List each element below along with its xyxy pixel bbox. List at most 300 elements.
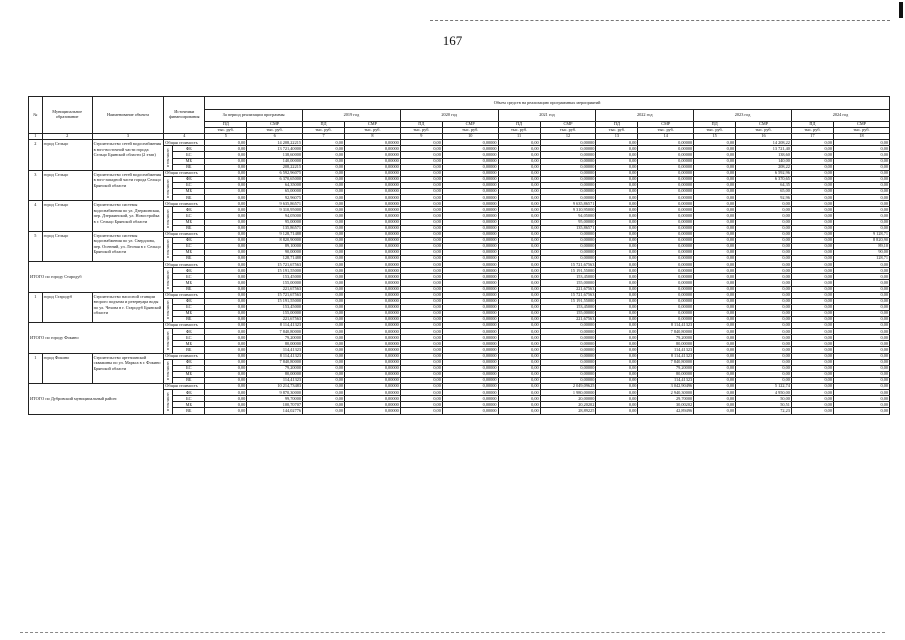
value-cell: 0,00	[833, 377, 889, 383]
value-cell: 0,00	[694, 189, 736, 195]
value-cell: 221,67563	[247, 317, 303, 323]
value-cell: 0,00	[694, 237, 736, 243]
value-cell: 0,00	[596, 231, 638, 237]
value-cell: 3 042,90496	[638, 384, 694, 390]
value-cell: 0,00	[205, 353, 247, 359]
column-index: 11	[498, 134, 540, 140]
value-cell: 65,00	[736, 189, 792, 195]
value-cell: 0,00	[303, 292, 345, 298]
incl-label-text: в том числе:	[165, 239, 170, 259]
value-cell: 0,00	[498, 213, 540, 219]
value-cell: 0,00	[303, 335, 345, 341]
value-cell: 0,00000	[442, 335, 498, 341]
value-cell: 0,00000	[442, 201, 498, 207]
value-cell: 0,00000	[345, 249, 401, 255]
source-code: ФБ	[173, 390, 205, 396]
source-code: БС	[173, 213, 205, 219]
value-cell: 0,00	[736, 286, 792, 292]
value-cell: 14 208,22215	[247, 140, 303, 146]
value-cell: 155,00000	[247, 310, 303, 316]
column-index: 18	[833, 134, 889, 140]
value-cell: 0,00000	[638, 286, 694, 292]
value-cell: 0,00	[596, 347, 638, 353]
value-cell: 0,00	[303, 323, 345, 329]
value-cell: 0,00	[596, 304, 638, 310]
value-cell: 0,00000	[345, 195, 401, 201]
value-cell: 0,00	[400, 292, 442, 298]
value-cell: 0,00	[400, 353, 442, 359]
value-cell: 0,00	[205, 249, 247, 255]
value-cell: 0,00	[596, 237, 638, 243]
value-cell: 2 940,30000	[638, 390, 694, 396]
value-cell: 0,00	[498, 323, 540, 329]
value-cell: 0,00000	[345, 219, 401, 225]
value-cell: 0,00	[791, 335, 833, 341]
value-cell: 0,00	[596, 396, 638, 402]
value-cell: 0,00	[303, 249, 345, 255]
value-cell: 0,00	[498, 237, 540, 243]
value-cell: 0,00	[791, 219, 833, 225]
source-code: ВБ	[173, 408, 205, 414]
source-code: ВБ	[173, 225, 205, 231]
value-cell: 0,00	[694, 140, 736, 146]
value-cell: 0,00	[400, 390, 442, 396]
value-cell: 0,00000	[638, 189, 694, 195]
value-cell: 0,00	[694, 371, 736, 377]
value-cell: 0,00	[791, 329, 833, 335]
value-cell: 0,00	[400, 201, 442, 207]
value-cell: 0,00	[791, 249, 833, 255]
value-cell: 0,00	[694, 323, 736, 329]
scan-top-line	[430, 20, 890, 21]
value-cell: 208,22	[736, 164, 792, 170]
value-cell: 42,89496	[638, 408, 694, 414]
value-cell: 15 721,67563	[540, 262, 596, 268]
value-cell: 0,00	[694, 182, 736, 188]
value-cell: 0,00	[596, 207, 638, 213]
header-smr: СМР	[736, 122, 792, 128]
value-cell: 0,00000	[442, 408, 498, 414]
value-cell: 0,00	[205, 243, 247, 249]
value-cell: 114,41323	[638, 377, 694, 383]
value-cell: 0,00000	[345, 371, 401, 377]
column-index: 2	[42, 134, 92, 140]
value-cell: 0,00000	[540, 158, 596, 164]
value-cell: 0,00	[400, 329, 442, 335]
value-cell: 95,00000	[540, 219, 596, 225]
value-cell: 0,00	[205, 317, 247, 323]
value-cell: 208,22215	[247, 164, 303, 170]
value-cell: 0,00000	[345, 140, 401, 146]
value-cell: 0,00000	[345, 225, 401, 231]
value-cell: 0,00	[498, 249, 540, 255]
incl-label	[164, 298, 173, 322]
value-cell: 0,00	[791, 317, 833, 323]
value-cell: 0,00	[498, 140, 540, 146]
header-unit: тыс. руб.	[540, 128, 596, 134]
budget-table	[28, 96, 890, 415]
value-cell: 0,00	[694, 268, 736, 274]
value-cell: 0,00	[303, 237, 345, 243]
value-cell: 0,00	[596, 365, 638, 371]
value-cell: 0,00000	[345, 323, 401, 329]
value-cell: 0,00	[205, 201, 247, 207]
value-cell: 0,00	[205, 158, 247, 164]
value-cell: 0,00000	[540, 256, 596, 262]
value-cell: 0,00	[833, 182, 889, 188]
object-name-cell: Строительство системы водоснабжения по ул. Свердлова, пер. Осенний, ул. Лесная в г. Сельцо Брянской области	[92, 231, 164, 261]
header-object: Наименование объекта	[92, 97, 164, 134]
value-cell: 92,96075	[247, 195, 303, 201]
value-cell: 0,00000	[345, 384, 401, 390]
column-index: 5	[205, 134, 247, 140]
value-cell: 0,00	[736, 353, 792, 359]
value-cell: 0,00	[694, 377, 736, 383]
value-cell: 0,00000	[442, 164, 498, 170]
value-cell: 0,00000	[540, 176, 596, 182]
value-cell: 0,00	[596, 371, 638, 377]
value-cell: 153,45000	[540, 304, 596, 310]
value-cell: 0,00	[791, 292, 833, 298]
source-code: ФБ	[173, 146, 205, 152]
value-cell: 0,00	[400, 347, 442, 353]
value-cell: 0,00	[596, 158, 638, 164]
value-cell: 0,00000	[638, 262, 694, 268]
value-cell: 0,00	[791, 182, 833, 188]
value-cell: 50,00	[736, 396, 792, 402]
header-smr: СМР	[638, 122, 694, 128]
value-cell: 0,00	[596, 262, 638, 268]
value-cell: 0,00	[498, 268, 540, 274]
value-cell: 0,00000	[540, 359, 596, 365]
header-pd: ПД	[498, 122, 540, 128]
header-smr: СМР	[247, 122, 303, 128]
value-cell: 0,00	[791, 377, 833, 383]
value-cell: 0,00	[694, 341, 736, 347]
value-cell: 0,00	[400, 170, 442, 176]
value-cell: 0,00	[498, 158, 540, 164]
value-cell: 0,00000	[442, 396, 498, 402]
value-cell: 0,00000	[345, 231, 401, 237]
incl-label	[164, 329, 173, 353]
value-cell: 30,00202	[638, 402, 694, 408]
source-code: ВБ	[173, 195, 205, 201]
value-cell: 0,00000	[442, 286, 498, 292]
value-cell: 0,00	[791, 170, 833, 176]
value-cell: 0,00000	[638, 292, 694, 298]
value-cell: 0,00	[833, 286, 889, 292]
value-cell: 0,00	[205, 365, 247, 371]
value-cell: 0,00	[205, 292, 247, 298]
value-cell: 0,00000	[540, 341, 596, 347]
scan-edge-mark	[899, 2, 903, 18]
value-cell: 0,00	[596, 323, 638, 329]
value-cell: 0,00	[833, 176, 889, 182]
value-cell: 0,00	[736, 329, 792, 335]
value-cell: 0,00000	[540, 152, 596, 158]
value-cell: 94,05000	[540, 213, 596, 219]
value-cell: 9 128,71488	[247, 231, 303, 237]
source-code: ВБ	[173, 164, 205, 170]
value-cell: 0,00	[205, 140, 247, 146]
value-cell: 0,00	[400, 304, 442, 310]
value-cell: 0,00000	[442, 237, 498, 243]
value-cell: 0,00000	[540, 329, 596, 335]
value-cell: 0,00	[303, 195, 345, 201]
value-cell: 0,00	[205, 359, 247, 365]
value-cell: 0,00	[833, 219, 889, 225]
value-cell: 0,00	[833, 335, 889, 341]
value-cell: 0,00	[596, 317, 638, 323]
value-cell: 0,00	[596, 280, 638, 286]
value-cell: 0,00	[205, 152, 247, 158]
value-cell: 0,00	[303, 390, 345, 396]
value-cell: 0,00	[791, 390, 833, 396]
value-cell: 0,00	[498, 176, 540, 182]
value-cell: 90,00000	[247, 249, 303, 255]
value-cell: 80,00000	[638, 371, 694, 377]
value-cell: 0,00	[694, 329, 736, 335]
value-cell: 0,00	[205, 262, 247, 268]
value-cell: 8 114,41323	[638, 323, 694, 329]
group-total-label: ИТОГО по городу Стародуб	[29, 262, 164, 292]
value-cell: 0,00	[833, 280, 889, 286]
column-index: 9	[400, 134, 442, 140]
value-cell: 92,96	[736, 195, 792, 201]
value-cell: 0,00	[736, 213, 792, 219]
value-cell: 0,00000	[442, 353, 498, 359]
value-cell: 0,00	[303, 377, 345, 383]
value-cell: 0,00000	[345, 189, 401, 195]
value-cell: 0,00	[205, 298, 247, 304]
value-cell: 0,00	[205, 304, 247, 310]
value-cell: 14 208,22	[736, 140, 792, 146]
value-cell: 0,00000	[442, 365, 498, 371]
value-cell: 0,00000	[638, 176, 694, 182]
value-cell: 0,00	[694, 347, 736, 353]
value-cell: 153,45000	[247, 304, 303, 310]
value-cell: 0,00	[694, 304, 736, 310]
header-total-period: За период реализации программы	[205, 110, 303, 122]
value-cell: 9 310,95000	[540, 207, 596, 213]
header-unit: тыс. руб.	[736, 128, 792, 134]
value-cell: 0,00	[833, 359, 889, 365]
value-cell: 140,00	[736, 158, 792, 164]
incl-label-text: в том числе:	[165, 300, 170, 320]
value-cell: 0,00	[833, 268, 889, 274]
value-cell: 0,00	[205, 170, 247, 176]
column-index: 14	[638, 134, 694, 140]
value-cell: 0,00000	[345, 396, 401, 402]
value-cell: 0,00	[400, 341, 442, 347]
value-cell: 0,00	[736, 335, 792, 341]
value-cell: 221,67563	[247, 286, 303, 292]
value-cell: 8 820,90	[833, 237, 889, 243]
value-cell: 0,00	[694, 213, 736, 219]
value-cell: 0,00	[833, 195, 889, 201]
header-smr: СМР	[442, 122, 498, 128]
value-cell: 0,00	[736, 249, 792, 255]
value-cell: 15 191,55000	[247, 268, 303, 274]
header-unit: тыс. руб.	[345, 128, 401, 134]
value-cell: 0,00	[791, 304, 833, 310]
value-cell: 0,00	[833, 384, 889, 390]
header-year: 2021 год	[498, 110, 596, 122]
value-cell: 0,00	[498, 353, 540, 359]
value-cell: 0,00000	[345, 347, 401, 353]
value-cell: 0,00	[833, 164, 889, 170]
value-cell: 7 840,80000	[638, 359, 694, 365]
value-cell: 0,00	[596, 268, 638, 274]
value-cell: 0,00000	[345, 377, 401, 383]
header-unit: тыс. руб.	[596, 128, 638, 134]
value-cell: 0,00	[400, 323, 442, 329]
value-cell: 221,67563	[540, 286, 596, 292]
value-cell: 0,00	[205, 310, 247, 316]
value-cell: 0,00	[303, 201, 345, 207]
value-cell: 0,00	[833, 170, 889, 176]
value-cell: 0,00	[498, 170, 540, 176]
value-cell: 0,00000	[638, 195, 694, 201]
value-cell: 0,00	[694, 365, 736, 371]
value-cell: 0,00	[833, 347, 889, 353]
incl-label	[164, 176, 173, 200]
value-cell: 0,00	[596, 182, 638, 188]
source-code: ВБ	[173, 347, 205, 353]
value-cell: 0,00000	[442, 207, 498, 213]
value-cell: 0,00000	[540, 243, 596, 249]
header-pd: ПД	[205, 122, 247, 128]
value-cell: 0,00000	[638, 274, 694, 280]
value-cell: 0,00	[205, 256, 247, 262]
header-unit: тыс. руб.	[400, 128, 442, 134]
value-cell: 0,00000	[442, 225, 498, 231]
value-cell: 0,00	[791, 384, 833, 390]
value-cell: 0,00	[205, 329, 247, 335]
value-cell: 0,00	[303, 189, 345, 195]
value-cell: 0,00	[596, 274, 638, 280]
value-cell: 0,00	[694, 317, 736, 323]
value-cell: 144,02776	[247, 408, 303, 414]
source-code: БС	[173, 243, 205, 249]
row-number: 2	[29, 140, 43, 170]
value-cell: 138,60000	[247, 152, 303, 158]
value-cell: 0,00000	[638, 243, 694, 249]
value-cell: 0,00	[736, 347, 792, 353]
value-cell: 0,00	[791, 402, 833, 408]
value-cell: 0,00	[303, 274, 345, 280]
value-cell: 140,00000	[247, 158, 303, 164]
municipality-cell: город Сельцо	[42, 231, 92, 261]
value-cell: 0,00	[303, 225, 345, 231]
value-cell: 0,00000	[540, 377, 596, 383]
value-cell: 0,00000	[442, 347, 498, 353]
value-cell: 0,00	[400, 158, 442, 164]
value-cell: 15 721,67563	[247, 262, 303, 268]
header-pd: ПД	[400, 122, 442, 128]
value-cell: 90,00	[833, 249, 889, 255]
value-cell: 0,00	[400, 280, 442, 286]
value-cell: 7 840,80000	[638, 329, 694, 335]
value-cell: 128,71	[833, 256, 889, 262]
value-cell: 0,00	[791, 207, 833, 213]
value-cell: 0,00	[736, 268, 792, 274]
value-cell: 0,00	[791, 164, 833, 170]
value-cell: 9 310,95000	[247, 207, 303, 213]
value-cell: 0,00	[596, 256, 638, 262]
value-cell: 0,00000	[442, 390, 498, 396]
source-code: ФБ	[173, 268, 205, 274]
incl-label	[164, 207, 173, 231]
value-cell: 0,00	[400, 213, 442, 219]
value-cell: 0,00	[205, 335, 247, 341]
value-cell: 0,00	[833, 298, 889, 304]
value-cell: 94,05000	[247, 213, 303, 219]
value-cell: 0,00	[303, 268, 345, 274]
source-code: БС	[173, 274, 205, 280]
value-cell: 114,41323	[247, 377, 303, 383]
value-cell: 0,00	[596, 225, 638, 231]
value-cell: 0,00	[833, 146, 889, 152]
value-cell: 0,00	[694, 408, 736, 414]
header-smr: СМР	[540, 122, 596, 128]
value-cell: 0,00	[833, 201, 889, 207]
value-cell: 0,00000	[345, 341, 401, 347]
value-cell: 7 840,80000	[247, 359, 303, 365]
value-cell: 0,00	[303, 371, 345, 377]
value-cell: 0,00	[205, 274, 247, 280]
value-cell: 6 370,65000	[247, 176, 303, 182]
column-index: 13	[596, 134, 638, 140]
value-cell: 0,00000	[345, 304, 401, 310]
value-cell: 0,00	[400, 164, 442, 170]
value-cell: 6 370,65	[736, 176, 792, 182]
value-cell: 0,00	[205, 402, 247, 408]
value-cell: 0,00	[498, 310, 540, 316]
value-cell: 0,00	[791, 237, 833, 243]
value-cell: 0,00	[498, 286, 540, 292]
value-cell: 0,00	[400, 182, 442, 188]
value-cell: 0,00000	[345, 274, 401, 280]
value-cell: 0,00	[596, 201, 638, 207]
incl-label-text: в том числе:	[165, 330, 170, 350]
value-cell: 0,00	[400, 365, 442, 371]
source-code: ВБ	[173, 256, 205, 262]
total-cost-label: Общая стоимость	[164, 201, 205, 207]
value-cell: 0,00	[498, 402, 540, 408]
source-code: ФБ	[173, 207, 205, 213]
value-cell: 0,00	[498, 207, 540, 213]
value-cell: 0,00	[498, 201, 540, 207]
value-cell: 0,00	[303, 329, 345, 335]
value-cell: 0,00	[694, 164, 736, 170]
value-cell: 80,00000	[247, 341, 303, 347]
value-cell: 0,00	[596, 377, 638, 383]
column-index: 12	[540, 134, 596, 140]
value-cell: 0,00	[791, 201, 833, 207]
column-index: 16	[736, 134, 792, 140]
value-cell: 0,00	[596, 353, 638, 359]
value-cell: 0,00000	[442, 256, 498, 262]
source-code: МБ	[173, 402, 205, 408]
value-cell: 95,00000	[247, 219, 303, 225]
value-cell: 0,00000	[442, 377, 498, 383]
total-cost-label: Общая стоимость	[164, 384, 205, 390]
value-cell: 0,00	[303, 146, 345, 152]
row-number: 3	[29, 170, 43, 200]
value-cell: 0,00	[205, 268, 247, 274]
header-unit: тыс. руб.	[498, 128, 540, 134]
